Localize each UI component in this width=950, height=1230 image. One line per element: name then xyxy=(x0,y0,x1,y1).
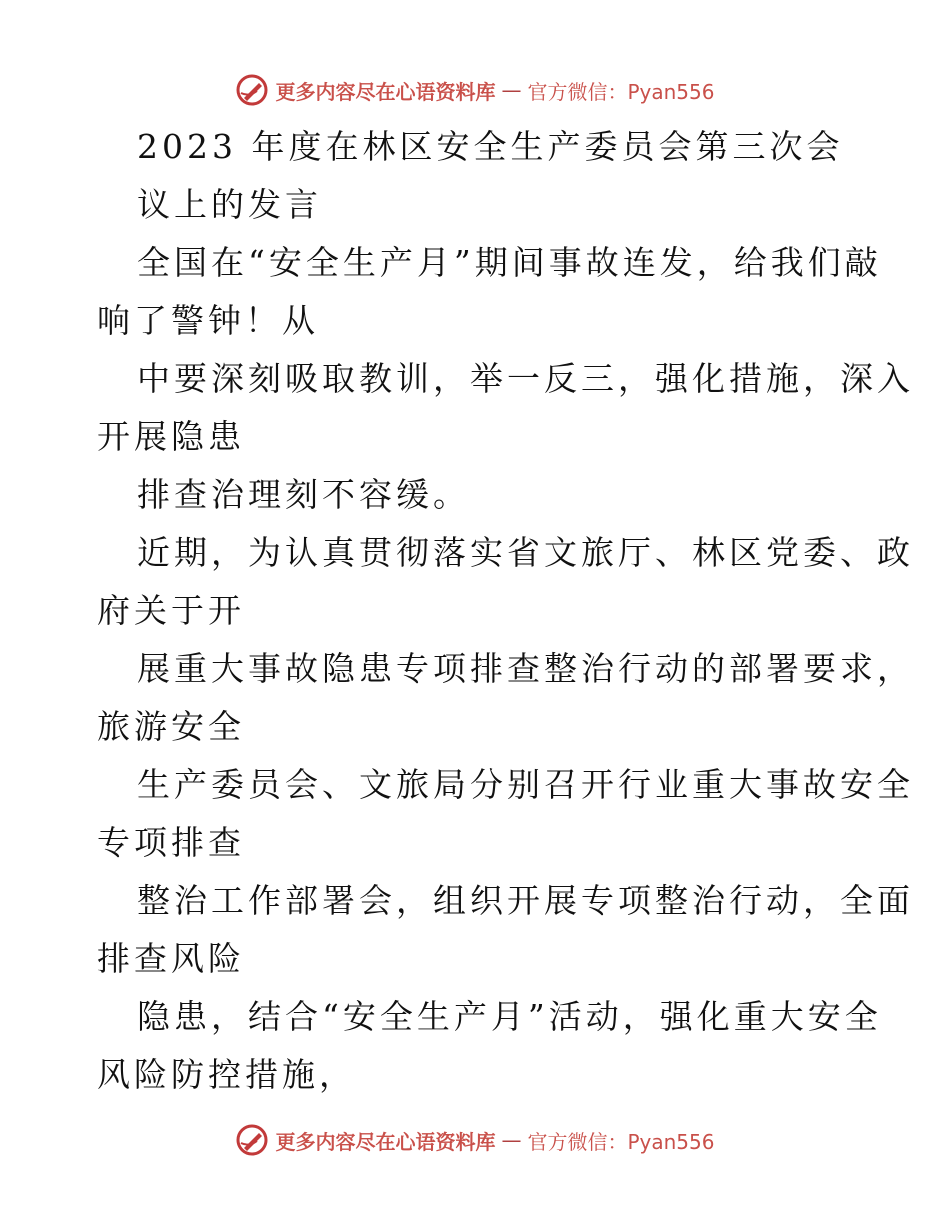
text-line: 专项排查 xyxy=(97,823,245,862)
header-banner xyxy=(0,70,950,110)
header-site-text: 更多内容尽在心语资料库 xyxy=(275,79,496,104)
text-line: 近期，为认真贯彻落实省文旅厅、林区党委、政 xyxy=(137,533,914,572)
text-line: 生产委员会、文旅局分别召开行业重大事故安全 xyxy=(137,765,914,804)
text-line: 全国在“安全生产月”期间事故连发，给我们敲 xyxy=(137,243,882,282)
document-body xyxy=(97,118,914,1104)
text-line: 整治工作部署会，组织开展专项整治行动，全面 xyxy=(137,881,914,920)
footer-wechat-text: 官方微信：Pyan556 xyxy=(527,1129,715,1154)
text-line: 隐患，结合“安全生产月”活动，强化重大安全 xyxy=(137,997,882,1036)
header-separator: — xyxy=(501,78,522,102)
text-line: 展重大事故隐患专项排查整治行动的部署要求， xyxy=(137,649,914,688)
footer-site-text: 更多内容尽在心语资料库 xyxy=(275,1129,496,1154)
footer-banner xyxy=(0,1120,950,1160)
text-line: 旅游安全 xyxy=(97,707,245,746)
pen-logo-icon xyxy=(235,73,269,107)
footer-separator: — xyxy=(501,1128,522,1152)
text-line: 风险防控措施， xyxy=(97,1055,356,1094)
text-line: 开展隐患 xyxy=(97,417,245,456)
title-line-2: 议上的发言 xyxy=(137,185,322,224)
text-line: 中要深刻吸取教训，举一反三，强化措施，深入 xyxy=(137,359,914,398)
text-line: 排查治理刻不容缓。 xyxy=(137,475,470,514)
text-line: 排查风险 xyxy=(97,939,245,978)
title-line-1: 2023 年度在林区安全生产委员会第三次会 xyxy=(137,127,844,166)
header-wechat-text: 官方微信：Pyan556 xyxy=(527,79,715,104)
text-line: 府关于开 xyxy=(97,591,245,630)
pen-logo-icon xyxy=(235,1123,269,1157)
text-line: 响了警钟！从 xyxy=(97,301,319,340)
